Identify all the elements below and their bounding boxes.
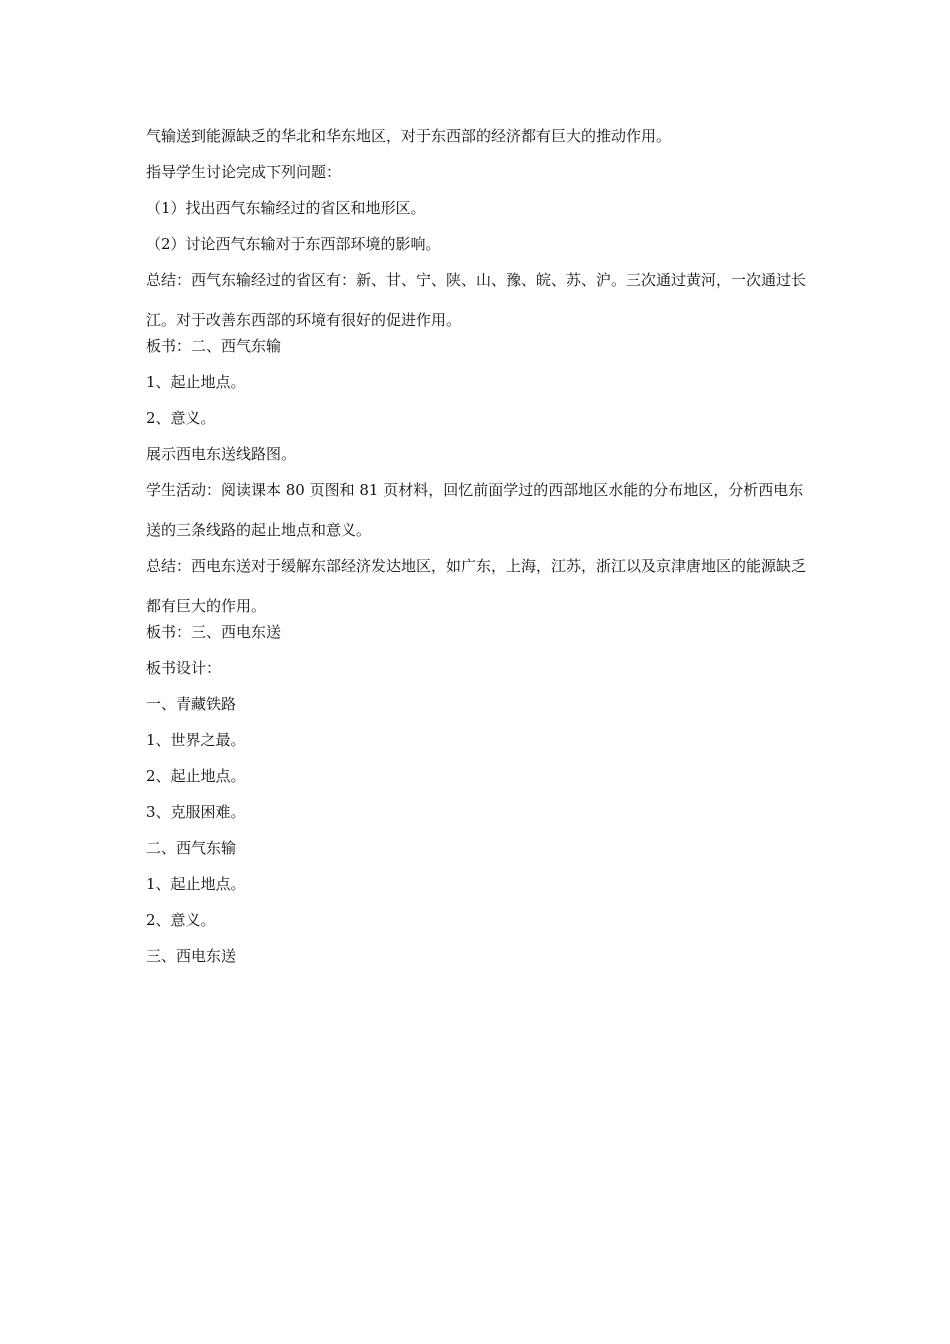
paragraph: 一、青藏铁路 xyxy=(146,695,237,713)
paragraph: 1、世界之最。 xyxy=(146,731,246,749)
paragraph: 板书设计： xyxy=(146,659,222,677)
paragraph: （2）讨论西气东输对于东西部环境的影响。 xyxy=(146,235,441,253)
paragraph: 3、克服困难。 xyxy=(146,803,246,821)
paragraph: 指导学生讨论完成下列问题： xyxy=(146,163,342,181)
paragraph: 学生活动：阅读课本 80 页图和 81 页材料，回忆前面学过的西部地区水能的分布地区，分析西电东送的三条线路的起止地点和意义。 xyxy=(146,481,804,539)
paragraph: 总结：西电东送对于缓解东部经济发达地区，如广东，上海，江苏，浙江以及京津唐地区的能源缺乏都有巨大的作用。 xyxy=(146,557,807,615)
paragraph: 气输送到能源缺乏的华北和华东地区，对于东西部的经济都有巨大的推动作用。 xyxy=(146,127,672,145)
paragraph: 2、意义。 xyxy=(146,409,216,427)
paragraph: 2、起止地点。 xyxy=(146,767,246,785)
paragraph: 板书：三、西电东送 xyxy=(146,623,282,641)
paragraph: 2、意义。 xyxy=(146,911,216,929)
document-body xyxy=(146,126,811,966)
paragraph: 板书：二、西气东输 xyxy=(146,337,282,355)
paragraph: 三、西电东送 xyxy=(146,947,237,965)
paragraph: 二、西气东输 xyxy=(146,839,237,857)
paragraph: 1、起止地点。 xyxy=(146,875,246,893)
paragraph: 总结：西气东输经过的省区有：新、甘、宁、陕、山、豫、皖、苏、沪。三次通过黄河，一次通过长江。对于改善东西部的环境有很好的促进作用。 xyxy=(146,271,807,329)
paragraph: 1、起止地点。 xyxy=(146,373,246,391)
paragraph: 展示西电东送线路图。 xyxy=(146,445,297,463)
paragraph: （1）找出西气东输经过的省区和地形区。 xyxy=(146,199,426,217)
